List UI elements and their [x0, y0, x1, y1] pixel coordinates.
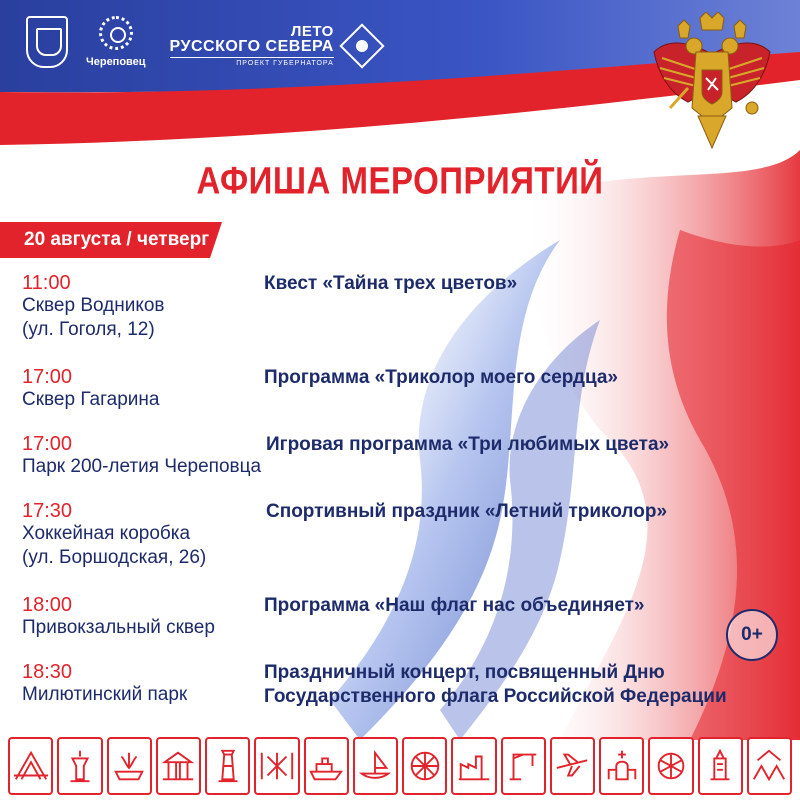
event-name: Программа «Наш флаг нас объединяет»	[264, 595, 645, 616]
leto-emblem-icon	[339, 23, 384, 68]
header-logos	[26, 16, 378, 76]
city-name: Череповец	[86, 56, 146, 68]
event-name: Квест «Тайна трех цветов»	[264, 273, 518, 294]
crane-icon	[501, 737, 546, 795]
bottom-icon-strip	[8, 737, 792, 795]
event-name: Программа «Триколор моего сердца»	[264, 367, 618, 388]
city-logo	[86, 16, 146, 68]
event-place: Привокзальный сквер	[22, 617, 215, 638]
factory-icon	[451, 737, 496, 795]
event-place: Парк 200-летия Череповца	[22, 456, 262, 477]
event-name: Спортивный праздник «Летний триколор»	[266, 501, 668, 522]
church-icon	[599, 737, 644, 795]
leto-line2: РУССКОГО СЕВЕРА	[170, 39, 334, 58]
lighthouse-icon	[205, 737, 250, 795]
boat-icon	[353, 737, 398, 795]
event-place: Хоккейная коробка (ул. Боршодская, 26)	[22, 523, 207, 568]
leto-line3: ПРОЕКТ ГУБЕРНАТОРА	[236, 60, 334, 67]
snowflake-icon	[648, 737, 693, 795]
city-emblem-icon	[99, 16, 133, 50]
pattern-icon	[747, 737, 792, 795]
leto-russkogo-severa-logo	[170, 24, 378, 67]
event-time: 18:00	[22, 594, 73, 616]
leto-line1: ЛЕТО	[290, 23, 334, 40]
city-coat-of-arms-logo	[26, 16, 68, 68]
event-place: Сквер Гагарина	[22, 389, 160, 410]
plane-icon	[550, 737, 595, 795]
sun-ornament-icon	[402, 737, 447, 795]
tower-icon	[698, 737, 743, 795]
bridge-icon	[8, 737, 53, 795]
event-time: 11:00	[22, 272, 71, 294]
event-time: 18:30	[22, 661, 73, 683]
page-title: АФИША МЕРОПРИЯТИЙ	[196, 159, 604, 202]
event-time: 17:00	[22, 366, 73, 388]
event-name: Игровая программа «Три любимых цвета»	[266, 434, 670, 455]
event-place: Милютинский парк	[22, 684, 188, 705]
theater-icon	[156, 737, 201, 795]
event-time: 17:00	[22, 433, 73, 455]
event-name: Праздничный концерт, посвященный Дню Государственного флага Российской Федерации	[264, 662, 727, 707]
monument-icon	[57, 737, 102, 795]
russian-coat-of-arms-icon	[648, 12, 776, 152]
ship-icon	[304, 737, 349, 795]
event-time: 17:30	[22, 500, 73, 522]
ornament-icon	[254, 737, 299, 795]
age-rating-badge: 0+	[726, 609, 778, 661]
fountain-icon	[107, 737, 152, 795]
event-place: Сквер Водников (ул. Гоголя, 12)	[22, 295, 165, 340]
date-bar: 20 августа / четверг	[0, 222, 210, 258]
